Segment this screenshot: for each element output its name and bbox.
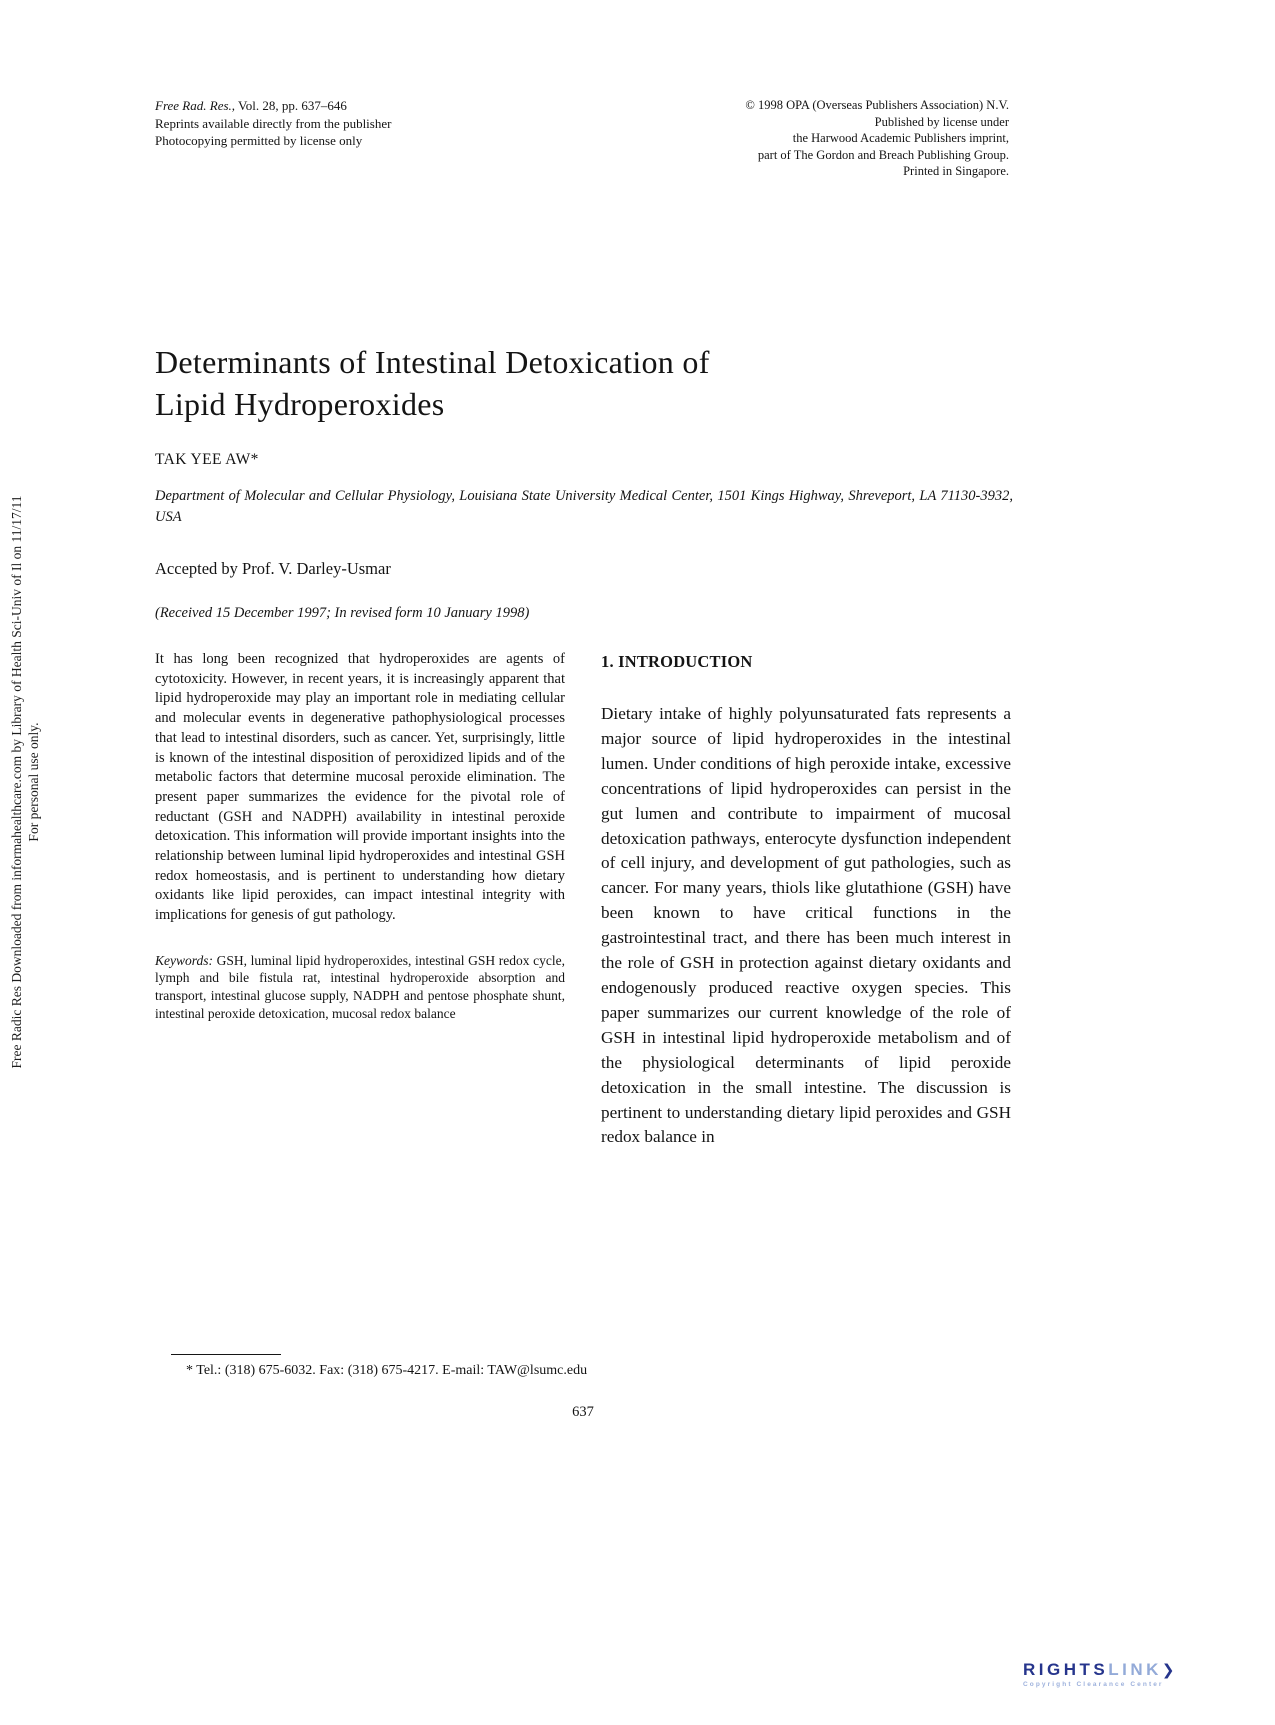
contact-footnote: * Tel.: (318) 675-6032. Fax: (318) 675-4217. E-mail: TAW@lsumc.edu — [186, 1363, 588, 1378]
copyright-line: Published by license under — [874, 114, 1009, 129]
article-title-line2: Lipid Hydroperoxides — [155, 386, 445, 422]
keywords-paragraph — [155, 952, 565, 1022]
copyright-line: the Harwood Academic Publishers imprint, — [792, 131, 1009, 145]
keywords-label: Keywords: — [155, 952, 213, 968]
author-name: TAK YEE AW* — [155, 451, 259, 468]
download-notice — [8, 422, 44, 1142]
page-number: 637 — [572, 1404, 594, 1420]
footnote-rule — [171, 1354, 281, 1355]
copyright-clearance-center-text: Copyright Clearance Center — [1023, 1681, 1164, 1688]
received-dates-line: (Received 15 December 1997; In revised form 10 January 1998) — [155, 605, 530, 621]
accepted-by-line: Accepted by Prof. V. Darley-Usmar — [155, 559, 391, 578]
photocopying-line: Photocopying permitted by license only — [155, 133, 363, 148]
two-column-body — [155, 650, 1011, 1150]
rightslink-logo[interactable] — [1023, 1661, 1174, 1688]
rightslink-rights-text: RIGHTS — [1023, 1660, 1109, 1679]
copyright-line: © 1998 OPA (Overseas Publishers Association) N.V. — [745, 98, 1009, 112]
left-column — [155, 650, 565, 1150]
author-affiliation: Department of Molecular and Cellular Physiology, Louisiana State University Medical Center, 1501 Kings Highway, Shreveport, LA 71130-3932, USA — [155, 488, 1013, 525]
copyright-line: Printed in Singapore. — [903, 164, 1009, 178]
rightslink-link-text: LINK — [1108, 1660, 1162, 1679]
right-column — [601, 650, 1011, 1150]
article-title — [155, 341, 710, 425]
download-notice-line1: Free Radic Res Downloaded from informahealthcare.com by Library of Health Sci-Univ of Il on 11/17/11 — [9, 495, 24, 1069]
abstract-paragraph: It has long been recognized that hydroperoxides are agents of cytotoxicity. However, in recent years, it is increasingly apparent that lipid hydroperoxide may play an important role in mediating cellular and molecular events in degenerative pathophysiological processes that lead to intestinal disorders, such as cancer. Yet, surprisingly, little is known of the intestinal disposition of peroxidized lipids and of the metabolic factors that determine mucosal peroxide elimination. The present paper summarizes the evidence for the pivotal role of reductant (GSH and NADPH) availability in intestinal peroxide detoxication. This information will provide important insights into the relationship between luminal lipid hydroperoxides and intestinal GSH redox homeostasis, and is pertinent to understanding how dietary oxidants like lipid peroxides, can impact intestinal integrity with implications for genesis of gut pathology. — [155, 651, 565, 924]
reprints-line: Reprints available directly from the publisher — [155, 115, 392, 131]
keywords-text: GSH, luminal lipid hydroperoxides, intestinal GSH redox cycle, lymph and bile fistula rat, intestinal hydroperoxide absorption and transport, intestinal glucose supply, NADPH and pentose phosphate shunt, intestinal peroxide detoxication, mucosal redox balance — [155, 952, 566, 1021]
section-heading-introduction: 1. INTRODUCTION — [601, 652, 753, 671]
article-title-line1: Determinants of Intestinal Detoxication of — [155, 344, 710, 380]
journal-name: Free Rad. Res., — [155, 98, 236, 113]
copyright-block — [745, 97, 1009, 180]
journal-volume-line — [155, 97, 391, 115]
journal-citation — [155, 97, 391, 150]
download-notice-line2: For personal use only. — [26, 722, 41, 842]
rightslink-wordmark — [1023, 1661, 1174, 1679]
volume-info: Vol. 28, pp. 637–646 — [235, 98, 347, 113]
introduction-paragraph: Dietary intake of highly polyunsaturated fats represents a major source of lipid hydroperoxides in the intestinal lumen. Under conditions of high peroxide intake, excessive concentrations of lipid hydroperoxides can persist in the gut lumen and contribute to impairment of mucosal detoxication pathways, enterocyte dysfunction independent of cell injury, and development of gut pathologies, such as cancer. For many years, thiols like glutathione (GSH) have been known to have critical functions in the gastrointestinal tract, and there has been much interest in the role of GSH in protection against dietary oxidants and endogenously produced reactive oxygen species. This paper summarizes our current knowledge of the role of GSH in intestinal lipid hydroperoxide metabolism and of the physiological determinants of lipid peroxide detoxication in the small intestine. The discussion is pertinent to understanding dietary lipid peroxides and GSH redox balance in — [601, 704, 1011, 1147]
rightslink-arrow-icon: ❯ — [1161, 1662, 1175, 1679]
copyright-line: part of The Gordon and Breach Publishing Group. — [757, 147, 1009, 162]
